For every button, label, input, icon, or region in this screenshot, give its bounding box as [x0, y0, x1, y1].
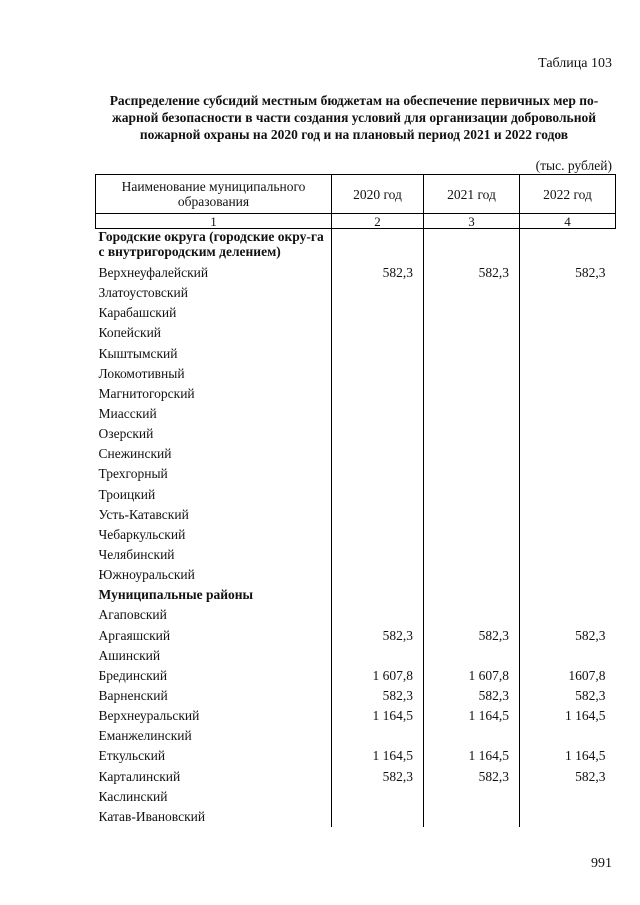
value-2022: 582,3 — [520, 626, 616, 646]
value-2022 — [520, 585, 616, 605]
unit-label: (тыс. рублей) — [535, 158, 612, 173]
table-number: Таблица 103 — [538, 56, 612, 71]
municipality-name: Брединский — [98, 667, 168, 683]
table-row — [96, 444, 616, 464]
municipality-name: Чебаркульский — [98, 526, 186, 542]
value-2021 — [424, 525, 520, 545]
table-row — [96, 263, 616, 283]
municipality-name: Карталинский — [98, 768, 181, 784]
municipality-name: Миасский — [98, 405, 157, 421]
value-2022: 582,3 — [520, 767, 616, 787]
municipality-name: Верхнеуральский — [98, 708, 200, 724]
table-row — [96, 626, 616, 646]
value-2021 — [424, 565, 520, 585]
value-2020 — [332, 807, 424, 827]
table-row — [96, 686, 616, 706]
value-2020 — [332, 303, 424, 323]
value-2020: 1 164,5 — [332, 706, 424, 726]
table-row — [96, 545, 616, 565]
value-2022 — [520, 545, 616, 565]
municipality-name: Варненский — [98, 687, 168, 703]
value-2020 — [332, 364, 424, 384]
value-2022 — [520, 605, 616, 625]
value-2020 — [332, 605, 424, 625]
column-number-row — [96, 214, 616, 229]
value-2021 — [424, 404, 520, 424]
value-2020 — [332, 344, 424, 364]
value-2022 — [520, 505, 616, 525]
municipality-name: Агаповский — [98, 607, 167, 623]
table-body — [96, 229, 616, 827]
value-2022 — [520, 384, 616, 404]
value-2020: 1 607,8 — [332, 666, 424, 686]
value-2022 — [520, 807, 616, 827]
municipality-name: Снежинский — [98, 446, 172, 462]
value-2021 — [424, 384, 520, 404]
value-2021: 582,3 — [424, 263, 520, 283]
table-row — [96, 767, 616, 787]
value-2020 — [332, 323, 424, 343]
value-2020 — [332, 384, 424, 404]
table-row — [96, 464, 616, 484]
value-2020 — [332, 404, 424, 424]
value-2020 — [332, 726, 424, 746]
table-row — [96, 303, 616, 323]
value-2020: 582,3 — [332, 626, 424, 646]
table-row — [96, 344, 616, 364]
table-row — [96, 505, 616, 525]
value-2020 — [332, 283, 424, 303]
table-row — [96, 424, 616, 444]
municipality-name: Троицкий — [98, 486, 156, 502]
value-2022 — [520, 303, 616, 323]
value-2021 — [424, 485, 520, 505]
value-2021: 1 607,8 — [424, 666, 520, 686]
value-2020 — [332, 444, 424, 464]
value-2021 — [424, 364, 520, 384]
value-2021 — [424, 646, 520, 666]
value-2020: 582,3 — [332, 686, 424, 706]
page-number: 991 — [591, 856, 612, 871]
municipality-name: Городские округа (городские окру-га с внутригородским делением) — [98, 229, 324, 259]
table-row — [96, 666, 616, 686]
municipality-name: Катав-Ивановский — [98, 808, 206, 824]
value-2020 — [332, 424, 424, 444]
value-2021: 1 164,5 — [424, 746, 520, 766]
value-2022 — [520, 344, 616, 364]
value-2022 — [520, 323, 616, 343]
table-row — [96, 525, 616, 545]
value-2021 — [424, 545, 520, 565]
value-2021 — [424, 323, 520, 343]
section-row — [96, 229, 616, 264]
municipality-name: Ашинский — [98, 647, 161, 663]
value-2021 — [424, 605, 520, 625]
value-2022 — [520, 565, 616, 585]
municipality-name: Каслинский — [98, 788, 168, 804]
table-row — [96, 283, 616, 303]
municipality-name: Трехгорный — [98, 466, 168, 482]
value-2022 — [520, 404, 616, 424]
municipality-name: Златоустовский — [98, 285, 188, 301]
value-2021 — [424, 303, 520, 323]
value-2020 — [332, 545, 424, 565]
column-number: 2 — [332, 214, 424, 229]
value-2020: 582,3 — [332, 263, 424, 283]
value-2020 — [332, 229, 424, 264]
column-header-name: Наименование муниципального образования — [96, 175, 332, 214]
table-row — [96, 323, 616, 343]
value-2022 — [520, 283, 616, 303]
municipality-name: Еманжелинский — [98, 728, 192, 744]
column-number: 1 — [96, 214, 332, 229]
value-2021 — [424, 444, 520, 464]
table-row — [96, 646, 616, 666]
value-2022: 582,3 — [520, 686, 616, 706]
value-2021 — [424, 807, 520, 827]
value-2020 — [332, 485, 424, 505]
table-row — [96, 605, 616, 625]
table-row — [96, 787, 616, 807]
value-2022 — [520, 364, 616, 384]
municipality-name: Карабашский — [98, 305, 177, 321]
column-header-2020: 2020 год — [332, 175, 424, 214]
value-2022 — [520, 525, 616, 545]
section-row — [96, 585, 616, 605]
value-2021 — [424, 505, 520, 525]
value-2022 — [520, 787, 616, 807]
table-row — [96, 364, 616, 384]
value-2020: 1 164,5 — [332, 746, 424, 766]
table-row — [96, 565, 616, 585]
value-2021 — [424, 585, 520, 605]
value-2021 — [424, 726, 520, 746]
value-2021 — [424, 424, 520, 444]
value-2020 — [332, 646, 424, 666]
value-2020: 582,3 — [332, 767, 424, 787]
value-2022: 1 164,5 — [520, 706, 616, 726]
value-2020 — [332, 525, 424, 545]
document-title: Распределение субсидий местным бюджетам на обеспечение первичных мер по-жарной безопасности в части создания условий для организации добровольной пожарной охраны на 2020 год и на плановый период 2021 и 2022 годов — [109, 93, 599, 142]
table-row — [96, 485, 616, 505]
value-2021 — [424, 787, 520, 807]
value-2022 — [520, 464, 616, 484]
value-2020 — [332, 787, 424, 807]
table-row — [96, 726, 616, 746]
table-row — [96, 807, 616, 827]
value-2021: 1 164,5 — [424, 706, 520, 726]
value-2020 — [332, 464, 424, 484]
municipality-name: Еткульский — [98, 748, 166, 764]
table-row — [96, 384, 616, 404]
municipality-name: Копейский — [98, 325, 162, 341]
table-row — [96, 404, 616, 424]
value-2021: 582,3 — [424, 767, 520, 787]
header-row — [96, 175, 616, 214]
value-2020 — [332, 505, 424, 525]
value-2020 — [332, 585, 424, 605]
value-2022: 1 164,5 — [520, 746, 616, 766]
value-2021 — [424, 464, 520, 484]
municipality-name: Усть-Катавский — [98, 506, 189, 522]
municipality-name: Локомотивный — [98, 365, 185, 381]
value-2022 — [520, 646, 616, 666]
municipality-name: Муниципальные районы — [98, 587, 254, 603]
table-row — [96, 706, 616, 726]
value-2021: 582,3 — [424, 686, 520, 706]
value-2020 — [332, 565, 424, 585]
value-2022 — [520, 229, 616, 264]
column-header-2021: 2021 год — [424, 175, 520, 214]
value-2021 — [424, 283, 520, 303]
value-2022 — [520, 444, 616, 464]
column-number: 4 — [520, 214, 616, 229]
municipality-name: Кыштымский — [98, 345, 178, 361]
municipality-name: Верхнеуфалейский — [98, 265, 209, 280]
column-number: 3 — [424, 214, 520, 229]
value-2022: 582,3 — [520, 263, 616, 283]
value-2021 — [424, 344, 520, 364]
municipality-name: Озерский — [98, 426, 154, 442]
table-row — [96, 746, 616, 766]
municipality-name: Южноуральский — [98, 567, 195, 583]
column-header-2022: 2022 год — [520, 175, 616, 214]
municipality-name: Аргаяшский — [98, 627, 171, 643]
value-2022 — [520, 424, 616, 444]
value-2022 — [520, 485, 616, 505]
value-2021 — [424, 229, 520, 264]
value-2022 — [520, 726, 616, 746]
value-2021: 582,3 — [424, 626, 520, 646]
value-2022: 1607,8 — [520, 666, 616, 686]
municipality-name: Челябинский — [98, 546, 175, 562]
subsidy-table — [95, 174, 616, 827]
municipality-name: Магнитогорский — [98, 385, 195, 401]
